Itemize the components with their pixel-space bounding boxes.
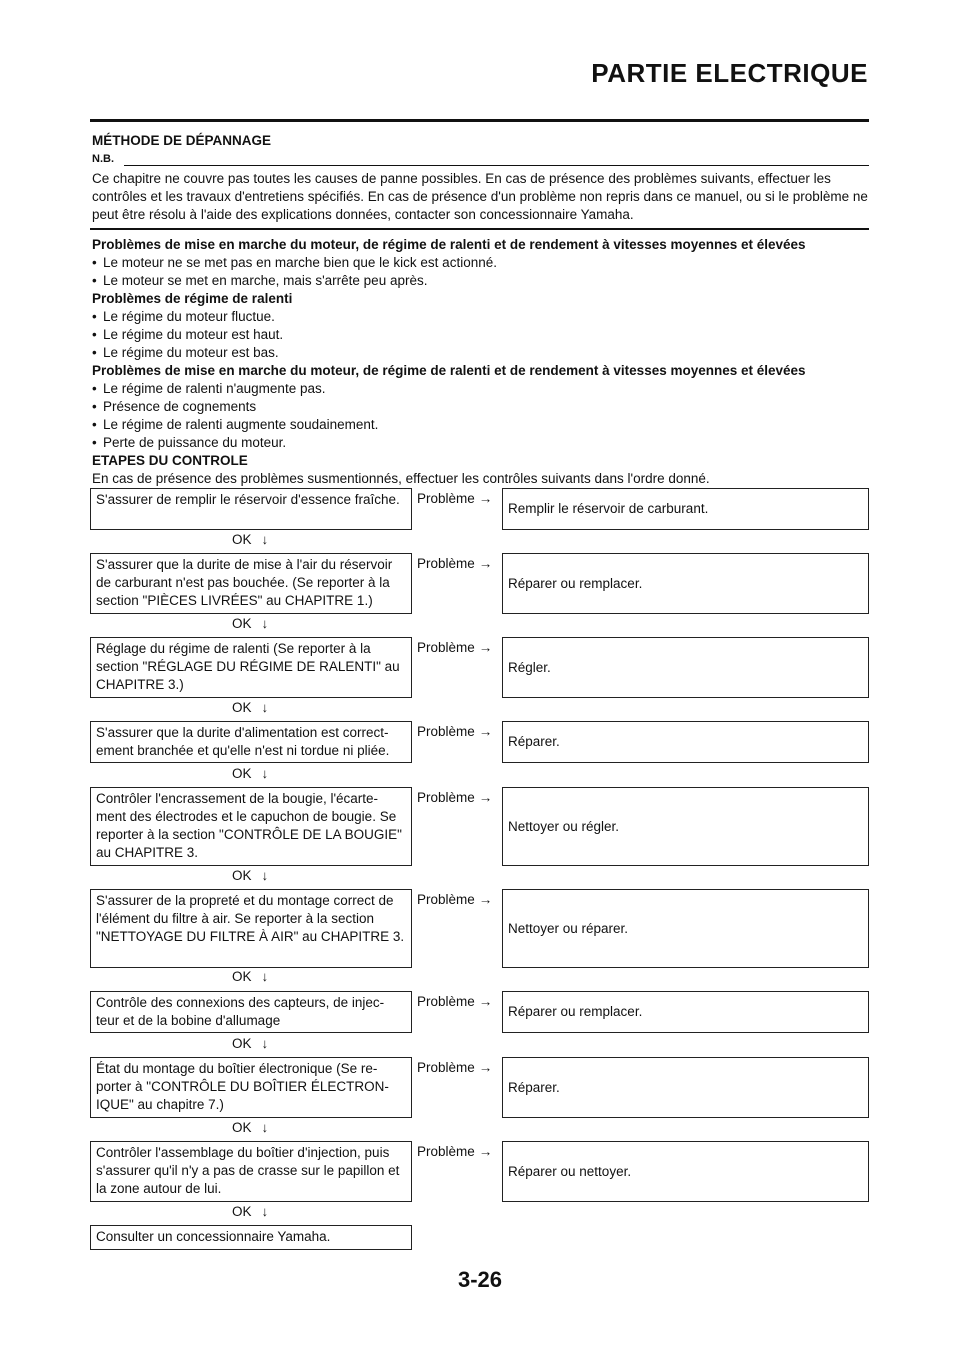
problem-label [417, 1143, 492, 1161]
problem-label [417, 723, 492, 741]
problem-label [417, 639, 492, 657]
arrow-right-icon: → [478, 892, 493, 907]
ok-label [232, 968, 268, 986]
problem-item [92, 308, 872, 326]
remedy-text: Réparer. [508, 734, 560, 749]
arrow-right-icon: → [478, 491, 493, 506]
problem-item-text: Le régime de ralenti n'augmente pas. [103, 381, 326, 396]
remedy-text: Nettoyer ou réparer. [508, 920, 629, 936]
problem-label [417, 1059, 492, 1077]
problem-group-heading: Problèmes de régime de ralenti [92, 291, 293, 306]
remedy-text: Réparer ou remplacer. [508, 1004, 643, 1019]
arrow-down-icon: ↓ [261, 1204, 269, 1219]
nb-rule-bottom [90, 228, 869, 230]
ok-label-text: OK [232, 1120, 252, 1135]
problem-item [92, 272, 872, 290]
remedy-text: Nettoyer ou régler. [508, 818, 620, 834]
remedy-box [502, 889, 869, 968]
ok-label [232, 765, 268, 783]
ok-label [232, 1035, 268, 1053]
problem-label-text: Problème [417, 1144, 475, 1159]
arrow-right-icon: → [478, 724, 493, 739]
remedy-text: Réparer. [508, 1079, 560, 1095]
problem-label-text: Problème [417, 724, 475, 739]
remedy-text: Réparer ou remplacer. [508, 575, 643, 591]
arrow-down-icon: ↓ [261, 700, 269, 715]
arrow-right-icon: → [478, 1144, 493, 1159]
check-step-box: Contrôler l'encrassement de la bougie, l'écarte-ment des électrodes et le capuchon de bougie. Se reporter à la section "CONTRÔLE DE LA BOUGIE" au CHAPITRE 3. [90, 787, 412, 866]
problem-label [417, 891, 492, 909]
remedy-box [502, 991, 869, 1033]
problem-item [92, 344, 872, 362]
problem-label-text: Problème [417, 994, 475, 1009]
remedy-box [502, 721, 869, 763]
problem-label-text: Problème [417, 790, 475, 805]
final-step-box: Consulter un concessionnaire Yamaha. [90, 1225, 412, 1250]
problem-item-text: Le moteur ne se met pas en marche bien que le kick est actionné. [103, 255, 497, 270]
remedy-text: Réparer ou nettoyer. [508, 1163, 632, 1179]
remedy-box [502, 553, 869, 614]
check-step-box: S'assurer que la durite de mise à l'air du réservoir de carburant n'est pas bouchée. (Se reporter à la section "PIÈCES LIVRÉES" au CHAPITRE 1.) [90, 553, 412, 614]
ok-label-text: OK [232, 616, 252, 631]
arrow-right-icon: → [478, 556, 493, 571]
problem-item [92, 254, 872, 272]
problem-item-text: Le régime de ralenti augmente soudainement. [103, 417, 379, 432]
problem-label [417, 993, 492, 1011]
bullet-icon: • [92, 399, 97, 414]
arrow-down-icon: ↓ [261, 616, 269, 631]
arrow-right-icon: → [478, 994, 493, 1009]
page-number: 3-26 [457, 1267, 503, 1292]
ok-label-text: OK [232, 766, 252, 781]
problem-label [417, 789, 492, 807]
arrow-down-icon: ↓ [261, 1036, 269, 1051]
bullet-icon: • [92, 273, 97, 288]
check-step-box: État du montage du boîtier électronique (Se re-porter à "CONTRÔLE DU BOÎTIER ÉLECTRON-IQUE" au chapitre 7.) [90, 1057, 412, 1118]
ok-label-text: OK [232, 700, 252, 715]
ok-label [232, 1203, 268, 1221]
problem-group-heading: Problèmes de mise en marche du moteur, de régime de ralenti et de rendement à vitesses moyennes et élevées [92, 237, 806, 252]
ok-label [232, 531, 268, 549]
problem-label [417, 490, 492, 508]
problem-item-text: Le régime du moteur fluctue. [103, 309, 275, 324]
problem-label [417, 555, 492, 573]
remedy-box [502, 488, 869, 530]
section-title: MÉTHODE DE DÉPANNAGE [92, 133, 272, 148]
problems-content [92, 236, 872, 488]
arrow-right-icon: → [478, 790, 493, 805]
header-rule [90, 119, 869, 122]
remedy-box [502, 1141, 869, 1202]
arrow-down-icon: ↓ [261, 1120, 269, 1135]
problem-item-text: Le moteur se met en marche, mais s'arrête peu après. [103, 273, 428, 288]
remedy-text: Remplir le réservoir de carburant. [508, 501, 709, 516]
steps-heading: ETAPES DU CONTROLE [92, 453, 248, 468]
nb-rule [124, 165, 869, 166]
bullet-icon: • [92, 435, 97, 450]
ok-label-text: OK [232, 868, 252, 883]
problem-item [92, 380, 872, 398]
bullet-icon: • [92, 345, 97, 360]
remedy-box [502, 637, 869, 698]
remedy-box [502, 787, 869, 866]
ok-label [232, 615, 268, 633]
bullet-icon: • [92, 327, 97, 342]
ok-label [232, 699, 268, 717]
nb-text: Ce chapitre ne couvre pas toutes les causes de panne possibles. En cas de présence des problèmes suivants, effectuer les contrôles et les travaux d'entretiens spécifiés. En cas de présence d'un problème non repris dans ce manuel, ou si le problème ne peut être résolu à l'aide des explications données, contacter son concessionnaire Yamaha. [92, 171, 868, 222]
problem-item [92, 326, 872, 344]
arrow-down-icon: ↓ [261, 532, 269, 547]
problem-label-text: Problème [417, 640, 475, 655]
problem-group-heading: Problèmes de mise en marche du moteur, de régime de ralenti et de rendement à vitesses moyennes et élevées [92, 363, 806, 378]
problem-item-text: Le régime du moteur est bas. [103, 345, 279, 360]
check-step-box: S'assurer que la durite d'alimentation est correct-ement branchée et qu'elle n'est ni tordue ni pliée. [90, 721, 412, 763]
problem-label-text: Problème [417, 1060, 475, 1075]
ok-label-text: OK [232, 1204, 252, 1219]
problem-item-text: Le régime du moteur est haut. [103, 327, 284, 342]
check-step-box: Réglage du régime de ralenti (Se reporter à la section "RÉGLAGE DU RÉGIME DE RALENTI" au CHAPITRE 3.) [90, 637, 412, 698]
page-header-title: PARTIE ELECTRIQUE [591, 58, 868, 88]
arrow-right-icon: → [478, 640, 493, 655]
problem-item [92, 416, 872, 434]
arrow-down-icon: ↓ [261, 766, 269, 781]
problem-item-text: Perte de puissance du moteur. [103, 435, 287, 450]
problem-label-text: Problème [417, 556, 475, 571]
problem-item [92, 398, 872, 416]
problem-item [92, 434, 872, 452]
check-step-box: S'assurer de la propreté et du montage correct de l'élément du filtre à air. Se reporter à la section "NETTOYAGE DU FILTRE À AIR" au CHAPITRE 3. [90, 889, 412, 968]
bullet-icon: • [92, 309, 97, 324]
arrow-down-icon: ↓ [261, 868, 269, 883]
ok-label-text: OK [232, 1036, 252, 1051]
arrow-right-icon: → [478, 1060, 493, 1075]
nb-label: N.B. [92, 153, 114, 165]
remedy-box [502, 1057, 869, 1118]
problem-label-text: Problème [417, 491, 475, 506]
check-step-box: Contrôle des connexions des capteurs, de injec-teur et de la bobine d'allumage [90, 991, 412, 1033]
check-step-box: S'assurer de remplir le réservoir d'essence fraîche. [90, 488, 412, 530]
ok-label-text: OK [232, 969, 252, 984]
bullet-icon: • [92, 381, 97, 396]
ok-label-text: OK [232, 532, 252, 547]
arrow-down-icon: ↓ [261, 969, 269, 984]
ok-label [232, 867, 268, 885]
ok-label [232, 1119, 268, 1137]
problem-item-text: Présence de cognements [103, 399, 257, 414]
remedy-text: Régler. [508, 659, 551, 675]
steps-intro: En cas de présence des problèmes susmentionnés, effectuer les contrôles suivants dans l'ordre donné. [92, 471, 710, 486]
problem-label-text: Problème [417, 892, 475, 907]
check-step-box: Contrôler l'assemblage du boîtier d'injection, puis s'assurer qu'il n'y a pas de crasse sur le papillon et la zone autour de lui. [90, 1141, 412, 1202]
bullet-icon: • [92, 417, 97, 432]
bullet-icon: • [92, 255, 97, 270]
